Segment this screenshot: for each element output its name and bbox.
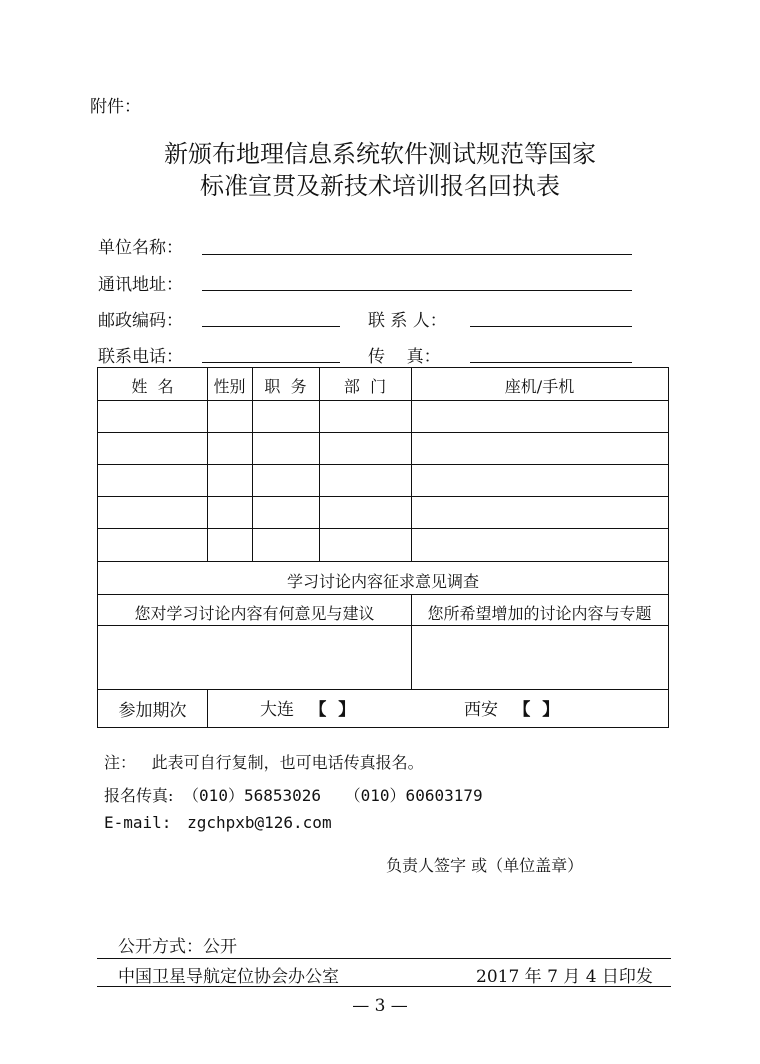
session-option-xian[interactable]	[464, 695, 559, 720]
fax-line	[104, 783, 483, 806]
footer-bottom-rule	[97, 986, 671, 987]
session-option-dalian-label: 大连	[260, 700, 294, 720]
registration-table	[97, 367, 669, 728]
table-row[interactable]	[98, 433, 668, 464]
form-title-line-2: 标准宣贯及新技术培训报名回执表	[200, 172, 560, 200]
survey-topics-header: 您所希望增加的讨论内容与专题	[427, 604, 652, 623]
note-line	[104, 750, 424, 773]
phone-field[interactable]	[202, 362, 340, 363]
note-prefix: 注：	[104, 753, 137, 772]
contact-person-field[interactable]	[470, 326, 632, 327]
form-title-line-1: 新颁布地理信息系统软件测试规范等国家	[164, 140, 596, 168]
session-checkbox-xian[interactable]: 【 】	[513, 700, 560, 720]
table-row[interactable]	[98, 497, 668, 528]
contact-person-label: 联 系 人：	[368, 311, 447, 331]
email-label: E-mail:	[104, 813, 172, 832]
unit-name-label: 单位名称：	[98, 238, 183, 258]
fax-numbers-label: 报名传真:	[104, 786, 174, 805]
page-number: — 3 —	[352, 996, 408, 1016]
disclosure-method: 公开方式：公开	[118, 937, 237, 957]
session-label: 参加期次	[118, 701, 187, 721]
email-line	[104, 813, 332, 832]
session-option-dalian[interactable]	[260, 695, 355, 720]
table-row[interactable]	[98, 529, 668, 561]
issue-date: 2017 年 7 月 4 日印发	[476, 967, 653, 987]
note-text: 此表可自行复制，也可电话传真报名。	[151, 753, 424, 772]
session-checkbox-dalian[interactable]: 【 】	[309, 700, 356, 720]
email-address[interactable]: zgchpxb@126.com	[187, 813, 332, 832]
postal-code-label: 邮政编码：	[98, 311, 183, 331]
attachment-label: 附件：	[90, 97, 141, 117]
postal-code-field[interactable]	[202, 326, 340, 327]
survey-topics-field[interactable]	[412, 626, 668, 689]
header-phone: 座机/手机	[504, 377, 575, 396]
unit-name-field[interactable]	[202, 254, 632, 255]
fax-field[interactable]	[470, 362, 632, 363]
table-row[interactable]	[98, 465, 668, 496]
survey-suggestions-field[interactable]	[98, 626, 411, 689]
header-gender: 性别	[213, 377, 246, 396]
fax-number-2: （010）60603179	[344, 786, 483, 805]
signature-line: 负责人签字 或（单位盖章）	[386, 856, 584, 875]
session-option-xian-label: 西安	[464, 700, 498, 720]
header-position: 职 务	[264, 377, 307, 396]
address-field[interactable]	[202, 290, 632, 291]
fax-label: 传 真：	[368, 347, 441, 367]
survey-suggestions-header: 您对学习讨论内容有何意见与建议	[134, 604, 375, 623]
address-label: 通讯地址：	[98, 275, 183, 295]
phone-label: 联系电话：	[98, 347, 183, 367]
footer-top-rule	[97, 958, 671, 959]
header-department: 部 门	[343, 377, 387, 396]
table-row[interactable]	[98, 401, 668, 432]
survey-title: 学习讨论内容征求意见调查	[286, 572, 479, 591]
fax-number-1: （010）56853026	[183, 786, 322, 805]
header-name: 姓 名	[131, 377, 174, 396]
issuer: 中国卫星导航定位协会办公室	[118, 967, 339, 987]
